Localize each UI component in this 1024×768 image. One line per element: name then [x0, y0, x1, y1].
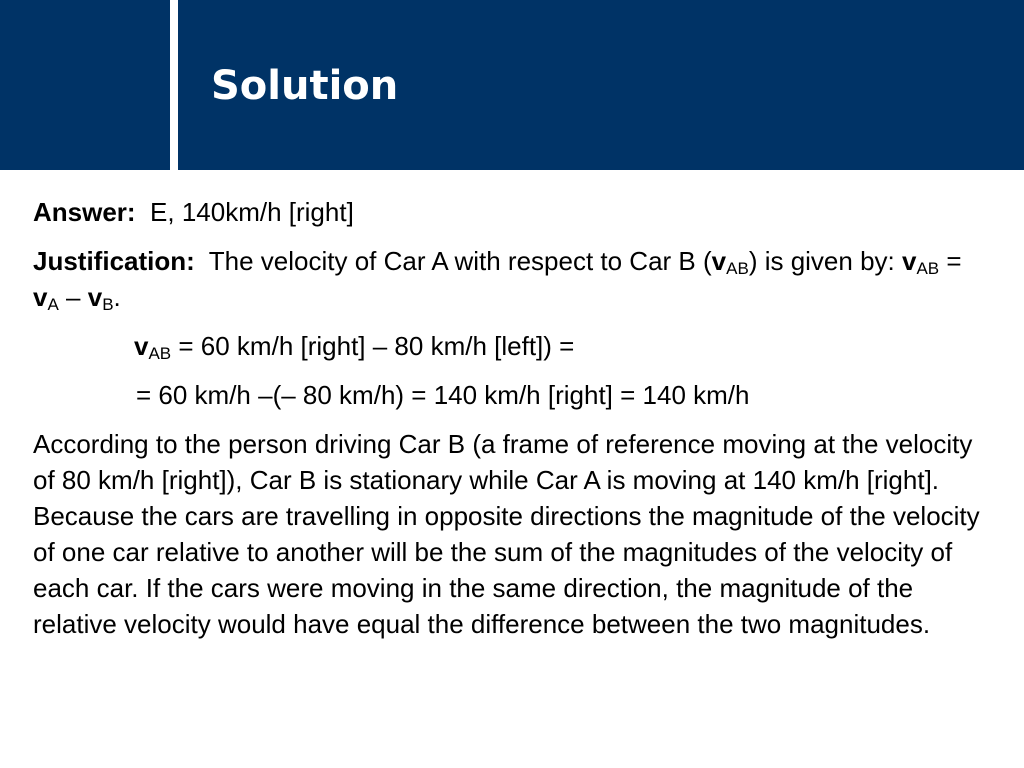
answer-line: [33, 194, 993, 230]
subscript-a: A: [47, 295, 59, 314]
equation-line-1: [134, 328, 993, 364]
subscript-b: B: [102, 295, 114, 314]
subscript-ab: AB: [916, 259, 940, 278]
vector-v: v: [87, 282, 103, 312]
subscript-ab: AB: [726, 259, 749, 278]
answer-label: Answer:: [33, 197, 136, 227]
equation-1-text: = 60 km/h [right] – 80 km/h [left]) =: [171, 331, 575, 361]
header-accent-block: [0, 0, 170, 170]
justification-text-1: The velocity of Car A with respect to Car B (: [208, 246, 712, 276]
justification-label: Justification:: [33, 246, 195, 276]
equals-sign: =: [939, 246, 962, 276]
justification-paragraph: [33, 243, 993, 315]
minus-sign: –: [58, 282, 88, 312]
vector-v: v: [33, 282, 48, 312]
slide-title: Solution: [211, 63, 399, 109]
explanation-paragraph: According to the person driving Car B (a frame of reference moving at the velocity of 80 km/h [right]), Car B is stationary while Car A is moving at 140 km/h [right]. Because the cars are travelling in opposite directions the magnitude of the velocity of one car relative to another will be the sum of the magnitudes of the velocity of each car. If the cars were moving in the same direction, the magnitude of the relative velocity would have equal the difference between the two magnitudes.: [33, 429, 980, 639]
subscript-ab: AB: [148, 344, 172, 363]
header-divider: [170, 0, 178, 170]
vector-v: v: [134, 331, 149, 361]
period: .: [113, 282, 121, 312]
vector-v: v: [901, 246, 917, 276]
answer-value: E, 140km/h [right]: [150, 197, 354, 227]
slide-content: [33, 194, 993, 655]
vector-v: v: [711, 246, 727, 276]
justification-text-2: ) is given by:: [748, 246, 902, 276]
equation-line-2: = 60 km/h –(– 80 km/h) = 140 km/h [right] = 140 km/h: [136, 380, 750, 410]
